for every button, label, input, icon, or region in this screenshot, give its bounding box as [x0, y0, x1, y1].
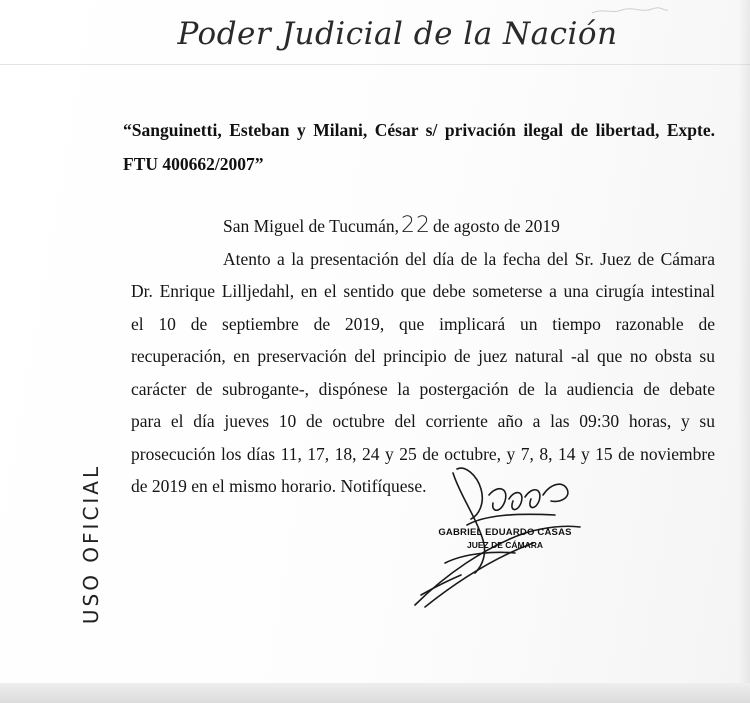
- signature-stamp: [420, 527, 590, 550]
- body-line: carácter de subrogante-, dispónese la postergación de la audiencia de debate: [131, 378, 715, 399]
- institution-header: Poder Judicial de la Nación: [177, 16, 618, 52]
- body-line: para el día jueves 10 de octubre del corriente año a las 09:30 horas, y su: [131, 411, 715, 431]
- place-text: San Miguel de Tucumán,: [223, 216, 399, 236]
- official-use-label: [66, 444, 116, 644]
- handwritten-day: 22: [400, 213, 431, 238]
- page-shadow: [738, 0, 750, 703]
- body-line: recuperación, en preservación del principio de juez natural -al que no obsta su: [131, 346, 715, 366]
- case-caption: “Sanguinetti, Esteban y Milani, César s/ privación ilegal de libertad, Expte. FTU 400662/2007”: [123, 120, 715, 174]
- date-line: [131, 210, 715, 243]
- official-use-text: USO OFICIAL: [79, 463, 103, 625]
- page-mark: [590, 4, 670, 16]
- body-line: prosecución los días 11, 17, 18, 24 y 25 de octubre, y 7, 8, 14 y 15 de noviembre: [131, 443, 715, 464]
- page-bottom-edge: [0, 683, 750, 703]
- body-line: de 2019 en el mismo horario. Notifíquese.: [131, 476, 427, 496]
- header-divider: [0, 64, 750, 65]
- body-line: Dr. Enrique Lilljedahl, en el sentido que debe someterse a una cirugía intestinal: [131, 281, 715, 301]
- body-line: Atento a la presentación del día de la fecha del Sr. Juez de Cámara: [223, 248, 715, 269]
- date-text: de agosto de 2019: [432, 216, 560, 236]
- body-line: el 10 de septiembre de 2019, que implicará un tiempo razonable de: [131, 313, 715, 334]
- judge-title: JUEZ DE CÁMARA: [466, 540, 544, 550]
- judge-name: GABRIEL EDUARDO CASAS: [438, 527, 572, 538]
